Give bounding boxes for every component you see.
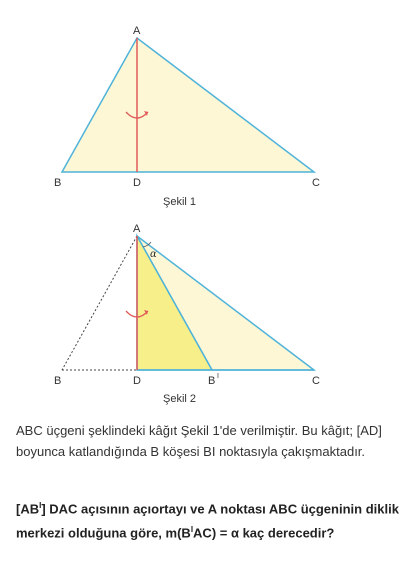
label-b: B: [54, 177, 62, 189]
label-b1: B: [208, 375, 216, 387]
question-sup-2: I: [190, 525, 194, 535]
label-alpha: α: [150, 249, 157, 260]
label-b1-sup: I: [217, 373, 219, 380]
label-a: A: [133, 25, 141, 37]
dotted-ab: [62, 236, 137, 370]
caption-figure-2: Şekil 2: [163, 393, 197, 405]
question-part-2: ] DAC açısının açıortayı ve A noktası ABC üçgeninin diklik merkezi olduğuna göre, m(B: [16, 501, 399, 541]
problem-statement: ABC üçgeni şeklindeki kâğıt Şekil 1'de verilmiştir. Bu kâğıt; [AD] boyunca katlandığında B köşesi BI noktasıyla çakışmaktadır.: [16, 423, 382, 459]
label-b-2: B: [54, 375, 62, 387]
question-text: [16, 495, 400, 544]
label-c: C: [312, 177, 320, 189]
caption-figure-1: Şekil 1: [163, 196, 197, 208]
label-d: D: [133, 177, 141, 189]
question-part-1: [AB: [16, 501, 40, 517]
triangle-abc: [62, 38, 314, 172]
question-sup-1: I: [39, 501, 42, 510]
question-part-3: AC) = α kaç derecedir?: [193, 525, 335, 541]
figure-2: [54, 223, 320, 405]
label-c-2: C: [312, 375, 320, 387]
label-d-2: D: [133, 375, 141, 387]
figure-1: [54, 25, 320, 208]
label-a-2: A: [133, 223, 141, 235]
